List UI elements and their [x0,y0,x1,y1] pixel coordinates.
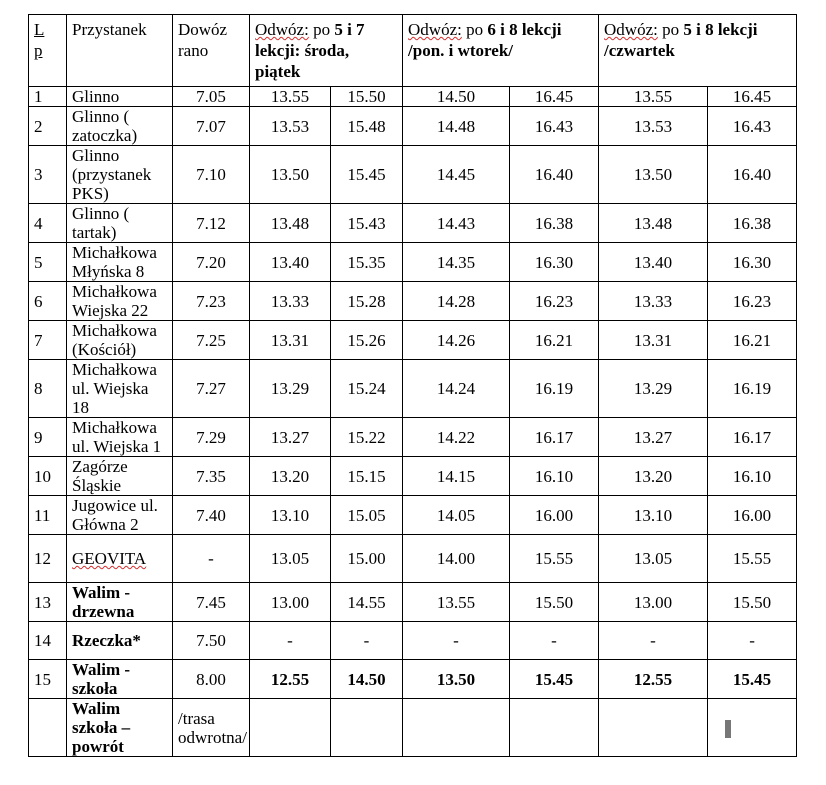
odwoz-time: - [599,622,708,660]
footer-cell [510,699,599,757]
odwoz-time: 14.45 [403,146,510,204]
odwoz-time: 13.55 [599,87,708,107]
dowoz-time: 7.20 [173,243,250,282]
odwoz-time: 14.05 [403,496,510,535]
odwoz-time: 16.23 [510,282,599,321]
header-row [29,15,797,87]
table-row [29,243,797,282]
dowoz-time: 7.40 [173,496,250,535]
dowoz-time: 8.00 [173,660,250,699]
dowoz-time: 7.50 [173,622,250,660]
odwoz-time: 15.45 [331,146,403,204]
odwoz-time: 15.48 [331,107,403,146]
header-odwoz-wed-fri: Odwóz: po 5 i 7 lekcji: środa, piątek [250,15,403,87]
odwoz-time: 16.17 [708,418,797,457]
footer-cell-cursor [708,699,797,757]
odwoz-time: 13.00 [599,583,708,622]
odwoz-time: 14.15 [403,457,510,496]
stop-name: Glinno ( zatoczka) [67,107,173,146]
odwoz-time: 13.10 [250,496,331,535]
odwoz-time: 13.33 [250,282,331,321]
odwoz-time: 15.45 [708,660,797,699]
table-row [29,146,797,204]
row-number: 14 [29,622,67,660]
odwoz-time: 14.35 [403,243,510,282]
odwoz-time: 16.00 [708,496,797,535]
odwoz-time: 13.50 [250,146,331,204]
row-number: 3 [29,146,67,204]
odwoz-time: 16.43 [510,107,599,146]
odwoz-time: - [331,622,403,660]
dowoz-time: 7.10 [173,146,250,204]
row-number: 2 [29,107,67,146]
odwoz-time: 12.55 [599,660,708,699]
odwoz-time: 16.21 [510,321,599,360]
odwoz-time: 13.33 [599,282,708,321]
odwoz-time: - [250,622,331,660]
odwoz-time: 16.30 [510,243,599,282]
bus-schedule-table [28,14,797,757]
odwoz-time: 14.00 [403,535,510,583]
odwoz-time: 16.43 [708,107,797,146]
dowoz-time: 7.05 [173,87,250,107]
row-number: 11 [29,496,67,535]
footer-row [29,699,797,757]
dowoz-time: 7.45 [173,583,250,622]
odwoz-time: 15.28 [331,282,403,321]
dowoz-time: - [173,535,250,583]
header-stop: Przystanek [67,15,173,87]
odwoz-time: 16.17 [510,418,599,457]
dowoz-time: 7.27 [173,360,250,418]
dowoz-time: 7.35 [173,457,250,496]
footer-lp [29,699,67,757]
odwoz-time: 13.50 [403,660,510,699]
odwoz-time: 15.45 [510,660,599,699]
odwoz-time: 13.53 [250,107,331,146]
odwoz-time: 15.43 [331,204,403,243]
odwoz-time: 14.55 [331,583,403,622]
odwoz-time: 15.15 [331,457,403,496]
table-row [29,535,797,583]
odwoz-time: 16.19 [708,360,797,418]
table-row [29,583,797,622]
odwoz-time: 13.20 [599,457,708,496]
stop-name: Glinno ( tartak) [67,204,173,243]
dowoz-time: 7.23 [173,282,250,321]
odwoz-time: 14.24 [403,360,510,418]
footer-cell [403,699,510,757]
table-row [29,496,797,535]
odwoz-time: 15.55 [708,535,797,583]
odwoz-time: 13.05 [599,535,708,583]
odwoz-time: 16.40 [708,146,797,204]
odwoz-time: 16.19 [510,360,599,418]
table-row [29,457,797,496]
odwoz-time: 13.50 [599,146,708,204]
odwoz-time: 15.35 [331,243,403,282]
odwoz-time: - [510,622,599,660]
odwoz-time: 16.30 [708,243,797,282]
row-number: 4 [29,204,67,243]
text-cursor-icon [725,720,731,738]
odwoz-time: 13.48 [599,204,708,243]
odwoz-time: 16.10 [510,457,599,496]
stop-name: Walim - drzewna [67,583,173,622]
odwoz-time: 13.29 [599,360,708,418]
footer-stop: Walim szkoła – powrót [67,699,173,757]
odwoz-time: 16.40 [510,146,599,204]
odwoz-time: 15.55 [510,535,599,583]
odwoz-time: 16.23 [708,282,797,321]
odwoz-time: 16.10 [708,457,797,496]
stop-name: Michałkowa (Kościół) [67,321,173,360]
row-number: 10 [29,457,67,496]
stop-name: Rzeczka* [67,622,173,660]
odwoz-time: 15.26 [331,321,403,360]
dowoz-time: 7.25 [173,321,250,360]
odwoz-time: 13.53 [599,107,708,146]
odwoz-time: 15.24 [331,360,403,418]
row-number: 9 [29,418,67,457]
odwoz-time: 13.40 [250,243,331,282]
odwoz-time: 14.50 [403,87,510,107]
stop-name: Glinno [67,87,173,107]
table-row [29,282,797,321]
stop-name: GEOVITA [67,535,173,583]
odwoz-time: 13.27 [599,418,708,457]
footer-cell [599,699,708,757]
odwoz-time: 12.55 [250,660,331,699]
stop-name: Michałkowa ul. Wiejska 18 [67,360,173,418]
odwoz-time: 15.22 [331,418,403,457]
odwoz-time: 14.43 [403,204,510,243]
header-lp: L p [29,15,67,87]
header-odwoz-mon-tue: Odwóz: po 6 i 8 lekcji /pon. i wtorek/ [403,15,599,87]
table-row [29,622,797,660]
odwoz-time: 16.00 [510,496,599,535]
table-row [29,660,797,699]
odwoz-time: 13.55 [403,583,510,622]
stop-name: Michałkowa Wiejska 22 [67,282,173,321]
stop-name: Walim - szkoła [67,660,173,699]
odwoz-time: 14.28 [403,282,510,321]
table-row [29,204,797,243]
stop-name: Michałkowa ul. Wiejska 1 [67,418,173,457]
table-row [29,321,797,360]
odwoz-time: 14.26 [403,321,510,360]
footer-cell [331,699,403,757]
odwoz-time: 16.21 [708,321,797,360]
footer-cell [250,699,331,757]
odwoz-time: 15.00 [331,535,403,583]
odwoz-time: 16.45 [708,87,797,107]
row-number: 12 [29,535,67,583]
stop-name: Michałkowa Młyńska 8 [67,243,173,282]
row-number: 8 [29,360,67,418]
odwoz-time: 15.50 [708,583,797,622]
row-number: 1 [29,87,67,107]
odwoz-time: 14.48 [403,107,510,146]
dowoz-time: 7.07 [173,107,250,146]
odwoz-time: 13.31 [599,321,708,360]
odwoz-time: 13.29 [250,360,331,418]
row-number: 5 [29,243,67,282]
odwoz-time: 14.50 [331,660,403,699]
row-number: 15 [29,660,67,699]
odwoz-time: 16.38 [510,204,599,243]
odwoz-time: 16.45 [510,87,599,107]
table-row [29,107,797,146]
odwoz-time: - [708,622,797,660]
odwoz-time: 13.00 [250,583,331,622]
stop-name: Zagórze Śląskie [67,457,173,496]
footer-note: /trasa odwrotna/ [173,699,250,757]
odwoz-time: 13.27 [250,418,331,457]
stop-name: Glinno (przystanek PKS) [67,146,173,204]
header-dowoz: Dowóz rano [173,15,250,87]
odwoz-time: 15.50 [510,583,599,622]
row-number: 6 [29,282,67,321]
stop-name: Jugowice ul. Główna 2 [67,496,173,535]
table-row [29,418,797,457]
odwoz-time: 15.50 [331,87,403,107]
odwoz-time: 13.20 [250,457,331,496]
odwoz-time: 15.05 [331,496,403,535]
dowoz-time: 7.12 [173,204,250,243]
row-number: 7 [29,321,67,360]
odwoz-time: 13.10 [599,496,708,535]
row-number: 13 [29,583,67,622]
odwoz-time: 13.40 [599,243,708,282]
table-row [29,87,797,107]
header-odwoz-thu: Odwóz: po 5 i 8 lekcji /czwartek [599,15,797,87]
odwoz-time: 13.55 [250,87,331,107]
odwoz-time: 16.38 [708,204,797,243]
odwoz-time: - [403,622,510,660]
odwoz-time: 13.48 [250,204,331,243]
odwoz-time: 14.22 [403,418,510,457]
table-row [29,360,797,418]
odwoz-time: 13.05 [250,535,331,583]
odwoz-time: 13.31 [250,321,331,360]
dowoz-time: 7.29 [173,418,250,457]
